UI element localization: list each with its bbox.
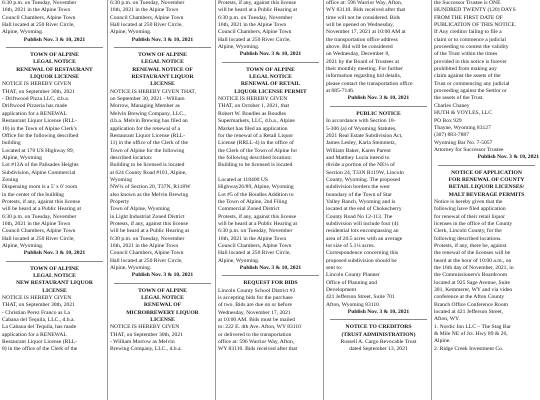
notice-text-line: time will not be considered. Bids [326, 14, 400, 21]
newspaper-column-4 [326, 0, 431, 400]
notice-heading-line: MALT BEVERAGE PERMITS [448, 191, 525, 198]
notice-heading-line: Publish Nov. 3 & 10, 2021 [23, 36, 86, 43]
notice-text-line: NOTICE IS HEREBY GIVEN THAT, [110, 88, 196, 95]
notice-text-line: County Road No 12-113. The [326, 213, 393, 220]
notice-text-line: 16th, 2021 in the Alpine Town [218, 235, 287, 242]
notice-text-line: the Town of Alpine, 2nd Filing [218, 198, 288, 205]
notice-heading-line: LICENSE [150, 317, 175, 324]
notice-text-line: located at 925 Sage Avenue, Suite [434, 279, 511, 286]
notice-text-line: Building to be licensed is located [218, 162, 293, 169]
notice-text-line: Notice is hereby given that the [434, 198, 503, 205]
notice-text-line: Russell A. Cargo Revocable Trust [340, 339, 417, 346]
notice-text-line: following have filed application [434, 206, 506, 213]
notice-text-line: for renewal of their retail liquor [434, 213, 505, 220]
notice-text-line: FROM THE FIRST DATE OF [434, 14, 503, 21]
notice-text-line: 10) in the Town of Alpine Clerk's [2, 125, 77, 132]
notice-text-line: Lincoln County Planner [326, 272, 380, 279]
notice-text-line: Alpine, Wyoming [2, 154, 42, 161]
notice-separator [114, 47, 211, 48]
notice-text-line: 6:30 p.m. on Tuesday, November [110, 0, 185, 6]
notice-text-line: the following described location: [218, 154, 292, 161]
notice-text-line: following described locations. [434, 235, 502, 242]
notice-text-line: Hall located at 250 River Circle, [218, 36, 291, 43]
notice-text-line: Market has filed an application [218, 125, 288, 132]
notice-text-line: Clerk, Lincoln County, for the [434, 228, 502, 235]
notice-text-line: Lot #5 of the Boudles Addition to [218, 191, 294, 198]
notice-text-line: County, Wyoming. The proposed [326, 176, 401, 183]
legal-notice [434, 0, 539, 162]
legal-notice [218, 0, 323, 59]
notice-text-line: 16th, 2021 in the Alpine Town [110, 243, 179, 249]
notice-text-line: PUBLICATION OF THIS NOTICE. [434, 22, 517, 29]
notice-heading-line: RETAIL LIQUOR LICENSES/ [448, 184, 525, 191]
notice-text-line: 8) in the office of the Clerk of the [2, 346, 78, 353]
notice-text-line: or delivered to the transportation [218, 331, 292, 338]
notice-text-line: Protests, if any, there be, against [434, 243, 507, 249]
notice-text-line: Morrow, Managing Member as [110, 103, 180, 110]
notice-text-line: conference at the Afton County [434, 294, 505, 301]
notice-text-line: NW¼ of Section 20, T37N, R118W [110, 184, 191, 191]
notice-text-line: on Wednesday, December 8, [326, 51, 390, 58]
notice-text-line: Correspondence concerning this [326, 250, 399, 257]
notice-text-line: 2021 by the Board of Trustees at [326, 58, 400, 65]
notice-text-line: Council Chambers, Alpine Town [218, 243, 292, 249]
notice-heading-line: LEGAL NOTICE [141, 295, 184, 302]
notice-text-line: will be heard at a Public Hearing at [2, 206, 82, 213]
notice-text-line: Subdivision, Alpine Commercial [2, 169, 76, 176]
notice-heading-line: LICENSE [42, 287, 67, 294]
notice-text-line: NOTICE IS HEREBY GIVEN [2, 295, 72, 302]
notice-heading-line: LIQUOR LICENSE PERMIT [234, 88, 307, 95]
notice-text-line: 421 Jefferson Street, Suite 701 [326, 294, 395, 301]
notice-text-line: Restaurant Liquor License (RLL- [110, 132, 186, 139]
notice-text-line: Valley Ranch, Wyoming and is [326, 198, 396, 205]
notice-text-line: NOTICE IS HEREBY GIVEN [218, 96, 288, 103]
notice-text-line: Dispensing room is a 5' x 6' room [2, 184, 78, 191]
notice-text-line: Hall located at 250 River Circle, [2, 22, 75, 29]
notice-text-line: Charles Chaney [434, 102, 470, 109]
notice-text-line: Located at 118400 US [218, 176, 268, 183]
notice-text-line: 6:30 p.m. on Tuesday, November [2, 213, 77, 220]
notice-text-line: application for a RENEWAL [2, 331, 67, 338]
notice-text-line: Protests, if any, against this license [110, 220, 189, 227]
notice-text-line: Cabana del Tequila, LLC., d.b.a. [2, 317, 75, 324]
notice-text-line: Supermarkets, LLC, d.b.a., Alpine [218, 118, 295, 125]
notice-text-line: building [2, 140, 21, 147]
notice-text-line: Building to be licensed is located [110, 162, 185, 169]
notice-text-line: described location: [110, 154, 153, 161]
notice-heading-line: TOWN OF ALPINE [30, 265, 79, 272]
notice-text-line: Branch Office Conference Room [434, 301, 508, 308]
notice-text-line: Alpine, Wyoming. [2, 29, 44, 36]
notice-text-line: Attorney for Successor Trustee [434, 146, 504, 153]
legal-notice [2, 266, 107, 354]
notice-text-line: Alpine. [434, 338, 451, 345]
notice-text-line: Protests, if any, against this license [2, 198, 81, 205]
notice-text-line [218, 170, 323, 177]
notice-heading-line: TOWN OF ALPINE [138, 287, 187, 294]
notice-heading-line: RENEWAL OF RETAIL [240, 81, 301, 88]
notice-text-line: the Clerk of the Town of Alpine for [218, 147, 298, 154]
notice-text-line: Property [110, 198, 130, 205]
notice-text-line: their monthly meeting. For further [326, 66, 403, 73]
notice-text-line: Alpine, Wyoming. [110, 265, 152, 272]
notice-text-line: will be heard at a Public Hearing at [218, 7, 298, 14]
notice-heading-line: Publish Nov. 3 & 10, 2021 [131, 36, 194, 43]
legal-notice [110, 52, 215, 280]
notice-text-line: 16th, 2021 in the Alpine Town [2, 7, 71, 14]
notice-text-line: & Mile NE of Jct. Hwy 89 & 26, [434, 331, 508, 338]
notice-text-line: 6:30 p.m. on Tuesday, November [218, 228, 293, 235]
notice-text-line: proceeding against the Settlor or [434, 88, 507, 95]
notice-text-line: Wyoming [110, 176, 133, 183]
notice-heading-line: RENEWAL OF RESTAURANT [16, 66, 93, 73]
notice-text-line: Zoning [2, 176, 19, 183]
column-divider [323, 0, 324, 400]
notice-text-line: Protests, if any, against this license [218, 213, 297, 220]
newspaper-column-1 [2, 0, 107, 400]
notice-text-line: NOTICE IS HEREBY GIVEN [2, 81, 72, 88]
notice-text-line: Office of Planning and [326, 279, 378, 286]
notice-text-line: and Matthey Lucia intend to [326, 154, 390, 161]
notice-text-line: 16th, 2021 in the Alpine Town [218, 22, 287, 29]
notice-text-line: Afton, WY. [434, 316, 460, 323]
notice-text-line: lot size of 5.1¼ acres. [326, 243, 375, 249]
notice-text-line: divide a portion of the NE¼ of [326, 162, 395, 169]
notice-text-line: - William Morrow as Melvin [110, 339, 175, 346]
notice-text-line: subdivision will include four (4) [326, 220, 399, 227]
notice-text-line: proceeding to contest the validity [434, 44, 509, 51]
notice-heading-line: NOTICE OF APPLICATION [451, 169, 522, 176]
notice-text-line: WY 83110. Bids received after that [326, 7, 406, 14]
notice-separator [438, 165, 535, 166]
notice-heading-line: LICENSE [150, 81, 175, 88]
notice-text-line: provided in this notice is forever [434, 58, 507, 65]
notice-text-line: in the center of the building [2, 191, 64, 198]
notice-heading-line: LEGAL NOTICE [141, 59, 184, 66]
notice-text-line: Melvin Brewing Company, LLC., [110, 110, 186, 117]
notice-heading-line: LEGAL NOTICE [33, 273, 76, 280]
notice-text-line: please contact the transportation office [326, 80, 413, 87]
notice-text-line: James Lesley, Karla Steinmetz, [326, 140, 397, 147]
notice-text-line: of the Trust within the times [434, 51, 498, 58]
notice-text-line: Highway26/89, Alpine, Wyoming [218, 184, 294, 191]
notice-heading-line: Publish Nov. 3 & 10, 2021 [347, 95, 410, 102]
notice-text-line: office at: 596 Warrior Way, Afton, [218, 339, 295, 346]
notice-text-line: also known as the Melvin Brewing [110, 191, 189, 198]
notice-text-line: will be opened on Wednesday, [326, 22, 394, 29]
notice-heading-line: Publish Nov. 3 & 10, 2021 [347, 309, 410, 316]
notice-text-line: the Successor Trustee is ONE [434, 0, 501, 6]
notice-text-line: residential lots encompassing an [326, 228, 399, 235]
notice-text-line: sent to: [326, 265, 343, 272]
notice-text-line: Town of Alpine for the following [110, 147, 185, 154]
notice-text-line: - Christian Perez Franco as La [2, 309, 70, 316]
notice-text-line: Council Chambers, Alpine Town [2, 228, 76, 235]
notice-text-line: November 17, 2021 at 10:00 AM at [326, 29, 406, 36]
notice-heading-line: FOR RENEWAL OF COUNTY [448, 176, 525, 183]
notice-text-line: License (RRLL-4) in the office of [218, 140, 294, 147]
notice-text-line: Council Chambers, Alpine Town [110, 14, 184, 21]
column-divider [215, 0, 216, 400]
notice-text-line: Brewing Company, LLC., d.b.a. [110, 346, 182, 353]
newspaper-column-2 [110, 0, 215, 400]
notice-text-line: 2021 Real Estate Subdivision Act, [326, 132, 403, 139]
notice-text-line: Afton, Wyoming 83110 [326, 301, 379, 308]
notice-heading-line: Publish Nov. 3 & 10, 2021 [131, 272, 194, 279]
notice-text-line: to: 222 E. 4th Ave. Afton, WY 83110 [218, 324, 301, 331]
notice-text-line: will be heard at a Public Hearing at [218, 220, 298, 227]
notice-heading-line: TOWN OF ALPINE [246, 66, 295, 73]
notice-separator [114, 283, 211, 284]
notice-text-line: prohibited from making any [434, 66, 497, 73]
notice-separator [6, 261, 103, 262]
notice-heading-line: LEGAL NOTICE [249, 74, 292, 81]
notice-text-line: application for a RENEWAL [2, 110, 67, 117]
notice-text-line: Hall located at 250 River Circle, [2, 235, 75, 242]
notice-heading-line: Publish Nov. 3 & 10, 2021 [23, 250, 86, 257]
notice-separator [222, 275, 319, 276]
notice-text-line: the transportation office address [326, 36, 398, 43]
notice-text-line: 11) in the office of the Clerk of the [110, 140, 188, 147]
notice-text-line: THAT, on September 30th, 2021 [2, 88, 75, 95]
notice-text-line: 301, Kemmerer, WY and via video [434, 287, 513, 294]
notice-text-line: 16th, 2021 in the Alpine Town [2, 220, 71, 227]
notice-text-line: Wednesday, November 17, 2021 [218, 309, 291, 316]
notice-text-line: Restaurant Liquor License (RLL- [2, 118, 78, 125]
notice-text-line: THAT, on October 1, 2021, that [218, 103, 290, 110]
notice-text-line: Driftwood Pizzeria has made [2, 103, 68, 110]
notice-text-line: at 624 County Road #101, Alpine, [110, 169, 187, 176]
notice-text-line: dated September 13, 2021 [349, 346, 408, 353]
notice-text-line: NOTICE IS HEREBY GIVEN [110, 324, 180, 331]
notice-text-line: application for the renewal of a [110, 125, 181, 132]
notice-heading-line: TOWN OF ALPINE [138, 52, 187, 59]
notice-text-line: proposed subdivision should be [326, 257, 397, 264]
notice-text-line: William Baker, Karen Parent [326, 147, 391, 154]
notice-text-line: located at 421 Jefferson Street, [434, 309, 504, 316]
notice-text-line: Alpine, Wyoming. [218, 257, 260, 264]
notice-text-line: boundary of the Town of Star [326, 191, 392, 198]
notice-text-line: 5-306 (a) of Wyoming Statutes, [326, 125, 397, 132]
notice-text-line: located at the end of Chokecherry [326, 206, 402, 213]
notice-text-line: information regarding bid details, [326, 73, 402, 80]
notice-text-line: for the renewal of a Retail Liquor [218, 132, 294, 139]
notice-text-line: on September 30, 2021 - William [110, 96, 185, 103]
notice-text-line: area of 20.5 acres with an average [326, 235, 403, 242]
notice-text-line: Protests, if any, against this license [218, 0, 297, 6]
notice-text-line: Trust or commencing any judicial [434, 80, 510, 87]
notice-text-line: (307) 883-7887 [434, 132, 469, 139]
notice-text-line: Alpine, Wyoming. [110, 29, 152, 36]
newspaper-column-5 [434, 0, 539, 400]
notice-text-line: - Driftwood Pizza LLC, d.b.a. [2, 96, 70, 103]
notice-text-line: above. Bid will be considered [326, 44, 393, 51]
notice-text-line: In accordance with Section 18- [326, 118, 396, 125]
notice-text-line: Town of Alpine, Wyoming [110, 206, 170, 213]
newspaper-column-3 [218, 0, 323, 400]
column-divider [107, 0, 108, 400]
notice-text-line: is accepting bids for the purchase [218, 295, 293, 302]
notice-separator [222, 62, 319, 63]
notice-text-line: Commercial Zoned District [218, 206, 280, 213]
notice-text-line: PO Box 929 [434, 117, 462, 124]
legal-notice [326, 111, 431, 317]
notice-text-line: La Cabana del Tequila, has made [2, 324, 77, 331]
notice-text-line: licenses in the office of the County [434, 220, 513, 227]
notice-text-line: Lot #13A of the Palisades Heights [2, 162, 79, 169]
notice-heading-line: Publish Nov. 3 & 10, 2021 [239, 265, 302, 272]
notice-text-line: HUNDRED TWENTY (120) DAYS [434, 7, 516, 14]
legal-notice [326, 0, 431, 103]
notice-separator [330, 319, 427, 320]
notice-text-line: Council Chambers, Alpine Town [2, 14, 76, 21]
notice-heading-line: LEGAL NOTICE [33, 59, 76, 66]
notice-heading-line: RENEWAL NOTICE OF [132, 66, 193, 73]
notice-text-line: Section 24, T33N R119W, Lincoln [326, 169, 404, 176]
notice-text-line: claim against the assets of the [434, 73, 501, 80]
notice-heading-line: MICROBREWERY LIQUOR [126, 309, 199, 316]
notice-heading-line: NEW RESTAURANT LIQUOR [16, 280, 93, 287]
notice-text-line: 1. Nordic Inn LLC – The Stag Bar [434, 323, 511, 330]
legal-notice [218, 67, 323, 273]
notice-text-line: Located at 170 US Highway 89, [2, 147, 75, 154]
notice-text-line: HUTH & VOYLES, LLC [434, 110, 493, 117]
notice-heading-line: RESTAURANT LIQUOR [131, 74, 194, 81]
legal-notice [218, 280, 323, 353]
notice-text-line: in Light Industrial Zoned District [110, 213, 185, 220]
column-divider [431, 0, 432, 400]
notice-text-line: Wyoming Bar No. 7-5057 [434, 139, 493, 146]
notice-heading-line: (TRUST ADMINISTRATION) [341, 331, 416, 338]
notice-text-line: Development [326, 287, 357, 294]
notice-text-line: of two. Bids are due on or before [218, 302, 292, 309]
notice-text-line: at 885-7146. [326, 88, 355, 95]
notice-text-line: subdivision borders the west [326, 184, 390, 191]
legal-notice [434, 170, 539, 354]
notice-text-line: will be heard at a Public Hearing at [110, 228, 190, 235]
notice-separator [330, 106, 427, 107]
notice-text-line: Restaurant Liquor License (RLL- [2, 339, 78, 346]
notice-heading-line: REQUEST FOR BIDS [243, 280, 298, 287]
notice-text-line: the renewal of the licenses will be [434, 250, 511, 257]
notice-text-line: Council Chambers, Alpine Town [218, 29, 292, 36]
notice-text-line: THAT, on September 30th, 2021 [2, 302, 75, 309]
notice-text-line: 6:30 p.m. on Tuesday, November [2, 0, 77, 6]
notice-text-line: 16th, 2021 in the Alpine Town [110, 7, 179, 14]
notice-text-line: Office for the following described [2, 132, 79, 139]
notice-heading-line: LIQUOR LICENSE [30, 74, 79, 81]
legal-notice [110, 0, 215, 44]
notice-text-line: Alpine, Wyoming. [218, 44, 260, 51]
notice-text-line: Hall located at 250 River Circle, [110, 22, 183, 29]
notice-text-line: 6:30 p.m. on Tuesday, November [110, 235, 185, 242]
notice-text-line: WY 83110. Bids received after that [218, 346, 298, 353]
legal-notice [110, 288, 215, 354]
notice-text-line: the 16th day of November, 2021, in [434, 265, 514, 272]
notice-text-line: Robert W. Boudles as Boudles [218, 110, 287, 117]
legal-notice [2, 52, 107, 258]
legal-notice [326, 324, 431, 353]
notice-heading-line: NOTICE TO CREDITORS [345, 324, 412, 331]
notice-separator [6, 47, 103, 48]
notice-text-line: the Commissioners's Boardroom [434, 272, 508, 279]
notice-heading-line: RENEWAL OF [143, 302, 182, 309]
notice-text-line: at 10:00 AM. Bids must be mailed [218, 317, 295, 324]
notice-heading-line: TOWN OF ALPINE [30, 52, 79, 59]
notice-text-line: Hall located at 250 River Circle, [218, 250, 291, 257]
notice-text-line: office at: 596 Warrior Way, Afton, [326, 0, 403, 6]
notice-text-line: 2. Ridge Creek Investment Co. [434, 345, 504, 352]
notice-heading-line: PUBLIC NOTICE [356, 110, 401, 117]
notice-text-line: heard at the hour of 10:00 a.m., on [434, 257, 512, 264]
notice-text-line: Council Chambers, Alpine Town [110, 250, 184, 257]
notice-text-line: Alpine, Wyoming. [2, 243, 44, 249]
notice-text-line: claim or to commence a judicial [434, 36, 506, 43]
notice-text-line: d.b.a. Melvin Brewing has filed an [110, 118, 188, 125]
notice-text-line: Hall located at 250 River Circle, [110, 257, 183, 264]
notice-heading-line: Publish Nov. 3 & 10, 2021 [477, 154, 539, 161]
notice-text-line: Lincoln County School District #2 [218, 287, 296, 294]
notice-text-line: 6:30 p.m. on Tuesday, November [218, 14, 293, 21]
notice-text-line: the assets of the Trust. [434, 95, 484, 102]
notice-text-line: Thayne, Wyoming 83127 [434, 124, 491, 131]
notice-text-line: If Any creditor failing to file a [434, 29, 502, 36]
legal-notice [2, 0, 107, 44]
notice-heading-line: Publish Nov. 3 & 10, 2021 [239, 51, 302, 58]
notice-text-line: THAT, on September 30th, 2021 [110, 331, 183, 338]
